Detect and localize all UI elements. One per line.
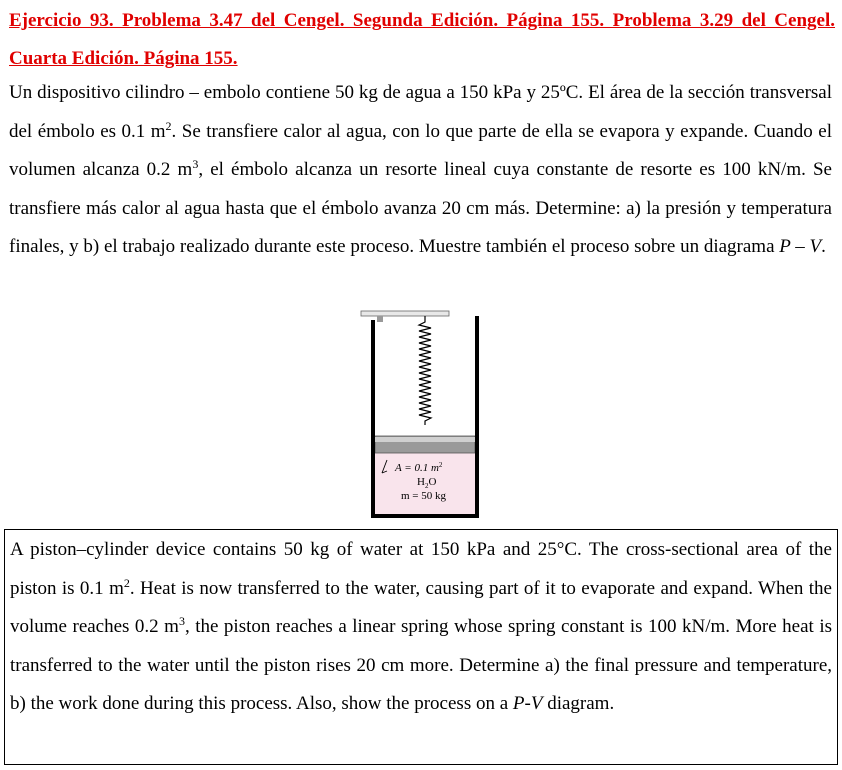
piston-highlight bbox=[375, 437, 475, 442]
area-label: A = 0.1 $m^2$ bbox=[395, 461, 443, 474]
spanish-text-part-2: . Se transfiere calor al agua, con lo que parte de ella se evapora y expande. Cuando el volumen alcanza 0.2 m bbox=[9, 120, 833, 180]
spanish-diagram-label: P – V bbox=[779, 236, 822, 257]
plate-bracket bbox=[377, 316, 383, 322]
english-text-part-2: . Heat is now transferred to the water, causing part of it to evaporate and expand. When the volume reaches 0.2 m bbox=[10, 577, 832, 637]
piston-cylinder-figure bbox=[355, 308, 495, 523]
spanish-exponent-2: 3 bbox=[192, 157, 199, 171]
spanish-text-part-1: Un dispositivo cilindro – embolo contiene 50 kg de agua a 150 kPa y 25ºC. El área de la sección transversal del émbolo es 0.1 m bbox=[9, 82, 832, 142]
spanish-text-part-3: , el émbolo alcanza un resorte lineal cuya constante de resorte es 100 kN/m. Se transfiere más calor al agua hasta que el émbolo avanza 20 cm más. Determine: a) la presión y temperatura finales, y b) el trabajo realizado durante este proceso. Muestre también el proceso sobre un diagrama bbox=[9, 159, 832, 257]
english-text-end: diagram. bbox=[542, 693, 615, 714]
spring bbox=[419, 316, 431, 425]
spanish-text-end: . bbox=[821, 236, 826, 257]
spanish-exponent-1: 2 bbox=[165, 118, 172, 133]
english-text-part-1: A piston–cylinder device contains 50 kg of water at 150 kPa and 25°C. The cross-sectional area of the piston is 0.1 m bbox=[10, 539, 832, 599]
english-exponent-1: 2 bbox=[123, 575, 130, 590]
spring-top-plate bbox=[361, 311, 449, 316]
spanish-problem-statement bbox=[9, 74, 832, 267]
english-diagram-label: P-V bbox=[512, 693, 543, 714]
mass-label: m = 50 kg bbox=[401, 490, 447, 502]
english-text-part-3: , the piston reaches a linear spring whose spring constant is 100 kN/m. More heat is transferred to the water until the piston rises 20 cm more. Determine a) the final pressure and temperature, b) the work done during this process. Also, show the process on a bbox=[10, 616, 832, 714]
exercise-title: Ejercicio 93. Problema 3.47 del Cengel. Segunda Edición. Página 155. Problema 3.29 del Cengel. Cuarta Edición. Página 155. bbox=[9, 10, 835, 69]
water-label: $H_2O$ bbox=[417, 476, 437, 490]
piston-cylinder-diagram bbox=[355, 308, 495, 523]
english-exponent-2: 3 bbox=[178, 614, 185, 628]
english-problem-statement bbox=[10, 530, 832, 724]
english-problem-box bbox=[4, 529, 838, 765]
